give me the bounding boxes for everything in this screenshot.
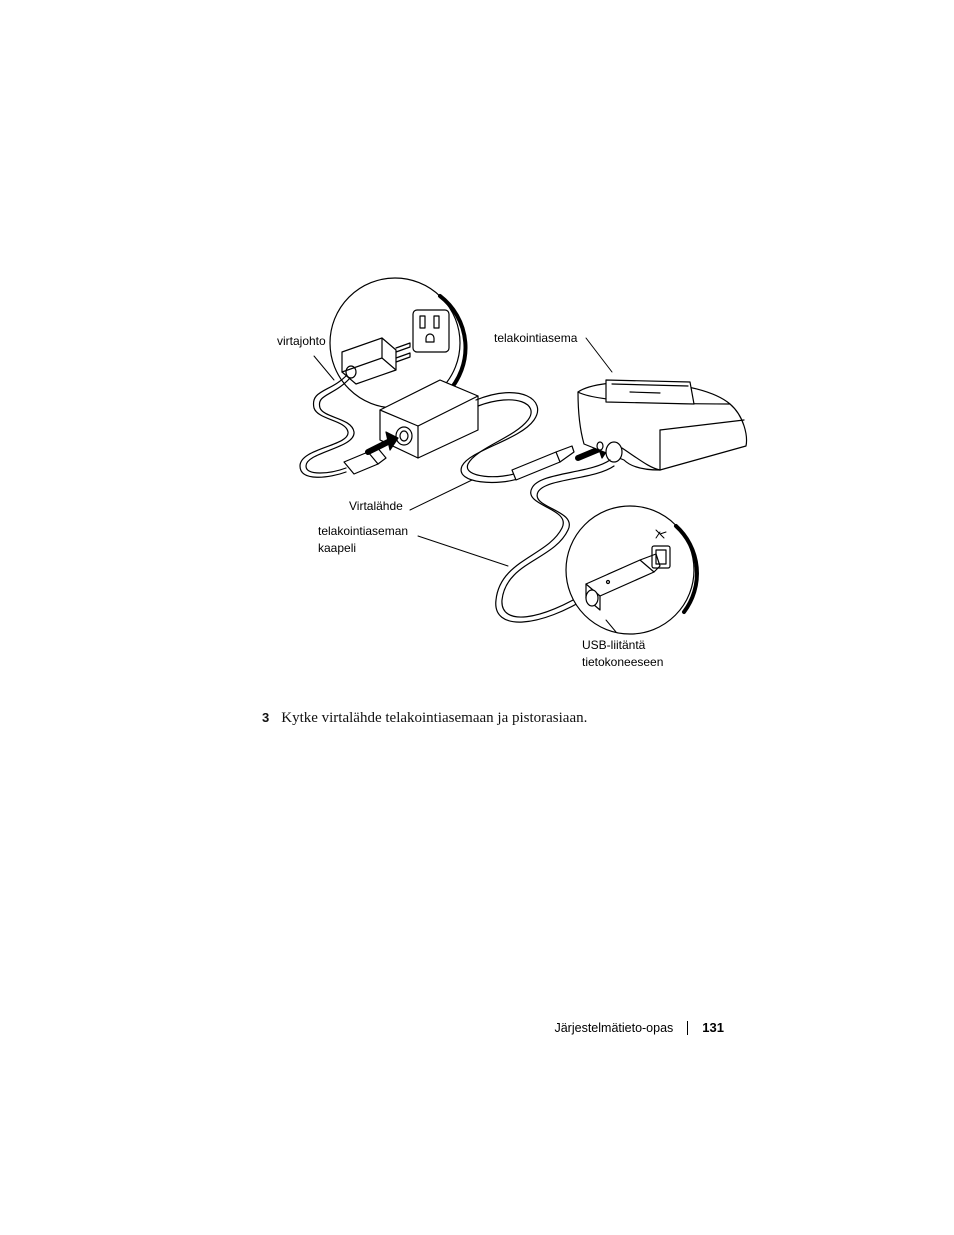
step-text: Kytke virtalähde telakointiasemaan ja pistorasiaan. — [281, 710, 588, 726]
step-number: 3 — [262, 710, 270, 725]
page-footer — [554, 1020, 724, 1035]
label-dock-cable-line2: kaapeli — [318, 541, 357, 555]
cord-connector — [344, 446, 386, 474]
usb-zoom-circle — [566, 506, 697, 634]
label-virtajohto: virtajohto — [277, 334, 326, 348]
footer-title: Järjestelmätieto-opas — [554, 1020, 674, 1035]
page-number: 131 — [702, 1020, 724, 1035]
label-usb-line1: USB-liitäntä — [582, 638, 646, 652]
footer-divider — [687, 1021, 688, 1035]
label-virtalahde: Virtalähde — [349, 499, 403, 513]
label-telakointiasema: telakointiasema — [494, 331, 578, 345]
label-usb-line2: tietokoneeseen — [582, 655, 664, 669]
label-dock-cable-line1: telakointiaseman — [318, 524, 409, 538]
instruction-step — [262, 710, 587, 727]
dc-plug — [512, 446, 574, 480]
